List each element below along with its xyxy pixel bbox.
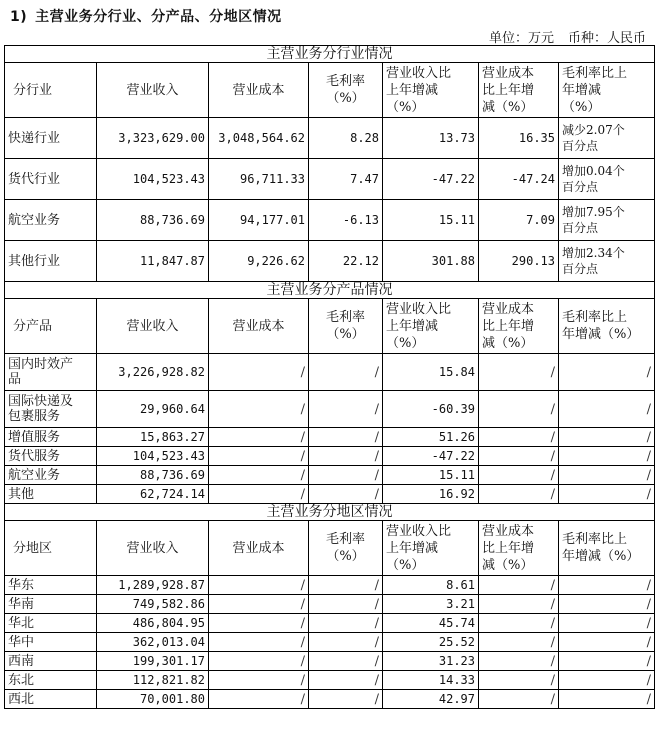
table-row xyxy=(5,391,655,428)
currency-label: 币种：人民币 xyxy=(567,31,646,46)
column-header: 分地区 xyxy=(5,521,97,576)
value-cell: 96,711.33 xyxy=(209,159,309,200)
value-cell: 290.13 xyxy=(479,241,559,282)
value-cell: / xyxy=(479,391,559,428)
value-cell: / xyxy=(559,576,655,595)
value-cell: 362,013.04 xyxy=(97,633,209,652)
unit-label: 单位：万元 xyxy=(488,31,554,46)
column-header: 营业成本 xyxy=(209,521,309,576)
value-cell: 1,289,928.87 xyxy=(97,576,209,595)
value-cell: 22.12 xyxy=(309,241,383,282)
column-header: 营业收入 xyxy=(97,63,209,118)
column-header: 毛利率比上 年增减（%） xyxy=(559,521,655,576)
value-cell: / xyxy=(209,652,309,671)
value-cell: 45.74 xyxy=(383,614,479,633)
value-cell: 199,301.17 xyxy=(97,652,209,671)
region-label-cell: 华南 xyxy=(5,595,97,614)
value-cell: 31.23 xyxy=(383,652,479,671)
heading-number: 1) xyxy=(10,9,28,25)
region-label-cell: 西南 xyxy=(5,652,97,671)
value-cell: / xyxy=(479,614,559,633)
value-cell: / xyxy=(309,671,383,690)
column-header: 营业成本 比上年增 减（%） xyxy=(479,63,559,118)
industry-label-cell: 快递行业 xyxy=(5,118,97,159)
table-row xyxy=(5,614,655,633)
value-cell: 104,523.43 xyxy=(97,447,209,466)
value-cell: 8.61 xyxy=(383,576,479,595)
value-cell: 3,226,928.82 xyxy=(97,354,209,391)
value-cell: 94,177.01 xyxy=(209,200,309,241)
value-cell: / xyxy=(209,466,309,485)
value-cell: -6.13 xyxy=(309,200,383,241)
column-header: 营业收入比 上年增减 （%） xyxy=(383,521,479,576)
region-section-title: 主营业务分地区情况 xyxy=(5,504,655,521)
value-cell: 25.52 xyxy=(383,633,479,652)
value-cell: / xyxy=(479,466,559,485)
product-label-cell: 国际快递及 包裹服务 xyxy=(5,391,97,428)
table-row xyxy=(5,354,655,391)
value-cell: / xyxy=(309,595,383,614)
value-cell: 88,736.69 xyxy=(97,466,209,485)
table-row xyxy=(5,633,655,652)
revenue-breakdown-table xyxy=(4,45,655,709)
table-row xyxy=(5,690,655,709)
value-cell: / xyxy=(559,633,655,652)
product-section-row xyxy=(5,282,655,299)
column-header: 营业收入比 上年增减 （%） xyxy=(383,299,479,354)
industry-header-row xyxy=(5,63,655,118)
value-cell: 减少2.07个 百分点 xyxy=(559,118,655,159)
value-cell: 70,001.80 xyxy=(97,690,209,709)
value-cell: 7.09 xyxy=(479,200,559,241)
table-row xyxy=(5,159,655,200)
product-section-title: 主营业务分产品情况 xyxy=(5,282,655,299)
region-label-cell: 华东 xyxy=(5,576,97,595)
heading-title: 主营业务分行业、分产品、分地区情况 xyxy=(35,9,282,25)
value-cell: -47.24 xyxy=(479,159,559,200)
column-header: 毛利率 （%） xyxy=(309,521,383,576)
value-cell: / xyxy=(209,614,309,633)
column-header: 营业收入比 上年增减 （%） xyxy=(383,63,479,118)
value-cell: 3.21 xyxy=(383,595,479,614)
value-cell: 15.84 xyxy=(383,354,479,391)
value-cell: / xyxy=(209,428,309,447)
value-cell: / xyxy=(559,428,655,447)
value-cell: 301.88 xyxy=(383,241,479,282)
table-row xyxy=(5,485,655,504)
region-section-row xyxy=(5,504,655,521)
value-cell: 3,323,629.00 xyxy=(97,118,209,159)
value-cell: / xyxy=(479,671,559,690)
value-cell: / xyxy=(209,485,309,504)
table-row xyxy=(5,118,655,159)
value-cell: / xyxy=(309,614,383,633)
column-header: 营业成本 比上年增 减（%） xyxy=(479,521,559,576)
value-cell: / xyxy=(559,671,655,690)
value-cell: / xyxy=(309,576,383,595)
product-header-row xyxy=(5,299,655,354)
value-cell: / xyxy=(209,595,309,614)
product-label-cell: 航空业务 xyxy=(5,466,97,485)
table-row xyxy=(5,576,655,595)
value-cell: / xyxy=(559,485,655,504)
column-header: 毛利率比上 年增减（%） xyxy=(559,299,655,354)
value-cell: / xyxy=(309,633,383,652)
value-cell: 15.11 xyxy=(383,200,479,241)
section-heading xyxy=(10,6,282,26)
value-cell: / xyxy=(209,690,309,709)
column-header: 毛利率比上 年增减 （%） xyxy=(559,63,655,118)
value-cell: / xyxy=(309,652,383,671)
value-cell: / xyxy=(209,447,309,466)
value-cell: 14.33 xyxy=(383,671,479,690)
value-cell: / xyxy=(209,633,309,652)
product-label-cell: 国内时效产 品 xyxy=(5,354,97,391)
value-cell: / xyxy=(309,354,383,391)
industry-section-row xyxy=(5,46,655,63)
value-cell: / xyxy=(559,652,655,671)
industry-label-cell: 航空业务 xyxy=(5,200,97,241)
table-row xyxy=(5,447,655,466)
region-header-row xyxy=(5,521,655,576)
table-row xyxy=(5,671,655,690)
product-label-cell: 货代服务 xyxy=(5,447,97,466)
value-cell: / xyxy=(559,391,655,428)
product-label-cell: 增值服务 xyxy=(5,428,97,447)
column-header: 营业成本 比上年增 减（%） xyxy=(479,299,559,354)
value-cell: 16.92 xyxy=(383,485,479,504)
value-cell: / xyxy=(479,485,559,504)
table-row xyxy=(5,652,655,671)
value-cell: 62,724.14 xyxy=(97,485,209,504)
table-row xyxy=(5,241,655,282)
value-cell: / xyxy=(479,633,559,652)
column-header: 分产品 xyxy=(5,299,97,354)
value-cell: 7.47 xyxy=(309,159,383,200)
value-cell: / xyxy=(479,595,559,614)
value-cell: / xyxy=(309,466,383,485)
column-header: 营业收入 xyxy=(97,521,209,576)
value-cell: 42.97 xyxy=(383,690,479,709)
region-label-cell: 华中 xyxy=(5,633,97,652)
value-cell: -47.22 xyxy=(383,447,479,466)
value-cell: 增加2.34个 百分点 xyxy=(559,241,655,282)
value-cell: 15,863.27 xyxy=(97,428,209,447)
value-cell: / xyxy=(209,354,309,391)
value-cell: / xyxy=(559,447,655,466)
value-cell: / xyxy=(479,652,559,671)
value-cell: 16.35 xyxy=(479,118,559,159)
column-header: 毛利率 （%） xyxy=(309,63,383,118)
value-cell: -60.39 xyxy=(383,391,479,428)
table-row xyxy=(5,200,655,241)
value-cell: 486,804.95 xyxy=(97,614,209,633)
table-body xyxy=(5,46,655,709)
value-cell: 749,582.86 xyxy=(97,595,209,614)
industry-label-cell: 货代行业 xyxy=(5,159,97,200)
region-label-cell: 华北 xyxy=(5,614,97,633)
industry-section-title: 主营业务分行业情况 xyxy=(5,46,655,63)
value-cell: / xyxy=(479,576,559,595)
value-cell: / xyxy=(559,614,655,633)
value-cell: 104,523.43 xyxy=(97,159,209,200)
value-cell: / xyxy=(559,690,655,709)
value-cell: 13.73 xyxy=(383,118,479,159)
value-cell: 29,960.64 xyxy=(97,391,209,428)
column-header: 营业收入 xyxy=(97,299,209,354)
value-cell: / xyxy=(479,354,559,391)
value-cell: / xyxy=(479,690,559,709)
value-cell: -47.22 xyxy=(383,159,479,200)
value-cell: 11,847.87 xyxy=(97,241,209,282)
region-label-cell: 东北 xyxy=(5,671,97,690)
value-cell: 增加7.95个 百分点 xyxy=(559,200,655,241)
value-cell: 51.26 xyxy=(383,428,479,447)
value-cell: / xyxy=(479,428,559,447)
value-cell: 15.11 xyxy=(383,466,479,485)
value-cell: / xyxy=(309,690,383,709)
value-cell: 3,048,564.62 xyxy=(209,118,309,159)
column-header: 毛利率 （%） xyxy=(309,299,383,354)
value-cell: 8.28 xyxy=(309,118,383,159)
table-row xyxy=(5,466,655,485)
value-cell: / xyxy=(559,466,655,485)
value-cell: 112,821.82 xyxy=(97,671,209,690)
value-cell: / xyxy=(309,485,383,504)
table-row xyxy=(5,595,655,614)
value-cell: 9,226.62 xyxy=(209,241,309,282)
product-label-cell: 其他 xyxy=(5,485,97,504)
value-cell: 88,736.69 xyxy=(97,200,209,241)
value-cell: 增加0.04个 百分点 xyxy=(559,159,655,200)
value-cell: / xyxy=(309,428,383,447)
table-row xyxy=(5,428,655,447)
industry-label-cell: 其他行业 xyxy=(5,241,97,282)
units-line xyxy=(489,27,646,46)
region-label-cell: 西北 xyxy=(5,690,97,709)
value-cell: / xyxy=(559,595,655,614)
value-cell: / xyxy=(559,354,655,391)
column-header: 营业成本 xyxy=(209,299,309,354)
value-cell: / xyxy=(479,447,559,466)
column-header: 营业成本 xyxy=(209,63,309,118)
column-header: 分行业 xyxy=(5,63,97,118)
value-cell: / xyxy=(309,447,383,466)
value-cell: / xyxy=(209,576,309,595)
value-cell: / xyxy=(209,671,309,690)
value-cell: / xyxy=(309,391,383,428)
value-cell: / xyxy=(209,391,309,428)
